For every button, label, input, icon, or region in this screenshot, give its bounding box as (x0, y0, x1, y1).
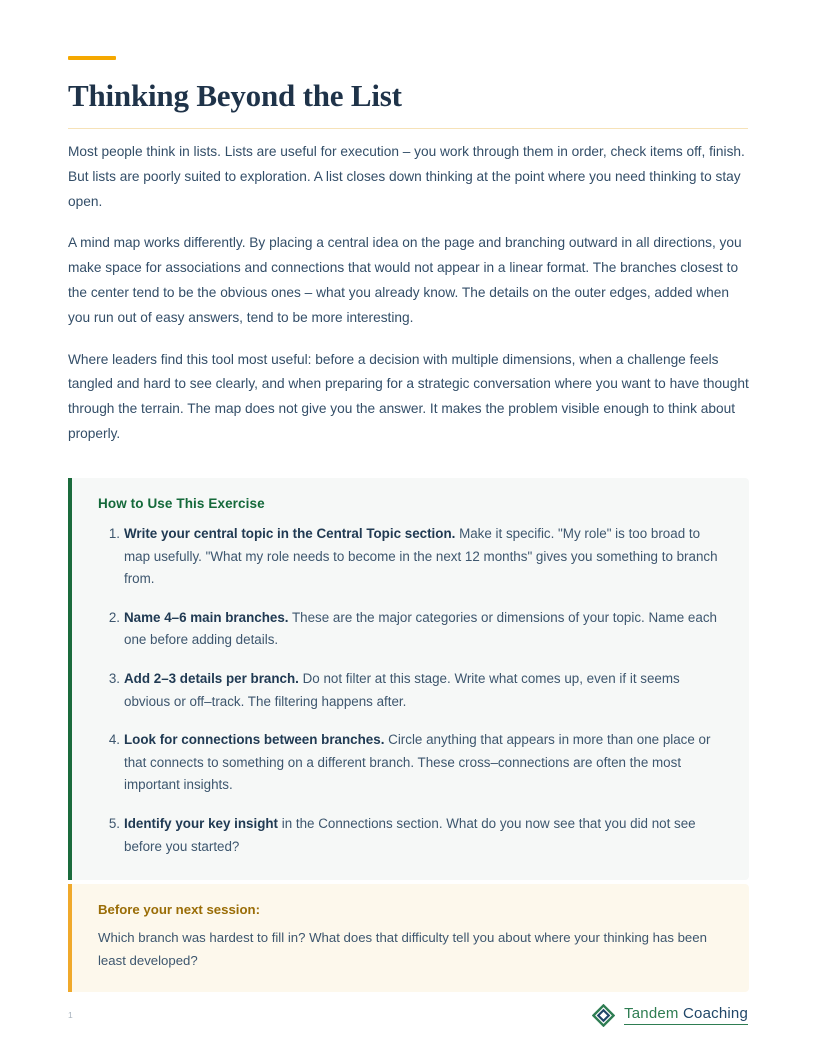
list-item (98, 668, 723, 713)
list-item (98, 813, 723, 858)
step-body: These are the major categories or dimensions of your topic. Name each one before adding details. (124, 609, 717, 648)
step-lead: Add 2–3 details per branch. (124, 670, 299, 686)
paragraph-1: Most people think in lists. Lists are useful for execution – you work through them in order, check items off, finish. But lists are poorly suited to exploration. A list closes down thinking at the point where you need thinking to stay open. (68, 144, 745, 209)
how-to-use-title: How to Use This Exercise (98, 496, 265, 511)
diamond-logo-icon (592, 1004, 615, 1027)
step-lead: Name 4–6 main branches. (124, 609, 289, 625)
page-number: 1 (68, 1010, 73, 1020)
before-next-session-callout (68, 884, 749, 992)
page-header (68, 56, 748, 129)
logo-wordmark (624, 1006, 748, 1025)
title-divider (68, 128, 748, 130)
body-content (68, 140, 750, 464)
brand-logo (592, 1004, 748, 1027)
how-to-use-step-list (98, 523, 723, 858)
step-body: Do not filter at this stage. Write what comes up, even if it seems obvious or off–track. The filtering happens after. (124, 670, 680, 709)
list-item (98, 607, 723, 652)
paragraph-3: Where leaders find this tool most useful: before a decision with multiple dimensions, when a challenge feels tangled and hard to see clearly, and when preparing for a strategic conversation where you want to have thought through the terrain. The map does not give you the answer. It makes the problem visible enough to think about properly. (68, 351, 749, 441)
before-next-session-title: Before your next session: (98, 902, 260, 917)
title-accent-bar (68, 56, 116, 60)
logo-word-tandem: Tandem (624, 1005, 679, 1023)
list-item (98, 523, 723, 591)
logo-word-coaching: Coaching (683, 1005, 748, 1023)
before-next-session-body: Which branch was hardest to fill in? What does that difficulty tell you about where your thinking has been least developed? (98, 930, 707, 968)
step-lead: Look for connections between branches. (124, 732, 385, 748)
step-lead: Write your central topic in the Central Topic section. (124, 526, 456, 541)
step-body: Circle anything that appears in more than one place or that connects to something on a different branch. These cross–connections are often the most important insights. (124, 732, 711, 793)
step-lead: Identify your key insight (124, 815, 279, 831)
list-item (98, 729, 723, 797)
step-body: Make it specific. "My role" is too broad to map usefully. "What my role needs to become in the next 12 months" gives you something to branch from. (124, 526, 718, 587)
how-to-use-callout (68, 478, 749, 880)
step-body: in the Connections section. What do you now see that you did not see before you started? (124, 815, 696, 854)
page-title: Thinking Beyond the List (68, 78, 402, 113)
paragraph-2: A mind map works differently. By placing a central idea on the page and branching outward in all directions, you make space for associations and connections that would not appear in a linear format. The branches closest to the center tend to be the obvious ones – what you already know. The details on the outer edges, added when you run out of easy answers, tend to be more interesting. (68, 235, 742, 325)
